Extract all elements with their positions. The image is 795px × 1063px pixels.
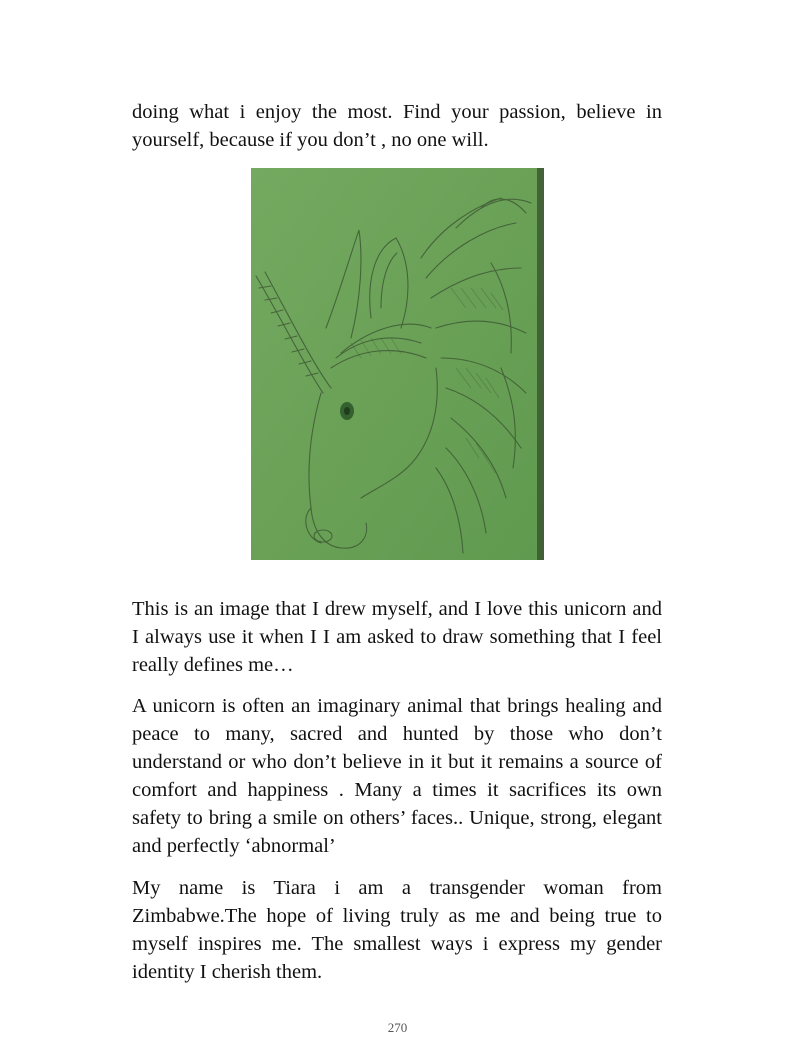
paragraph-drawing-caption: This is an image that I drew myself, and I love this unicorn and I always use it when I I am asked to draw something that I feel really defines me… [132,598,662,676]
unicorn-drawing-image [251,168,544,560]
paragraph-unicorn-meaning: A unicorn is often an imaginary animal that brings healing and peace to many, sacred and hunted by those who don’t understand or who don’t believe in it but it remains a source of comfort and happiness . Many a times it sacrifices its own safety to bring a smile on others’ faces.. Unique, strong, elegant and perfectly ‘abnormal’ [132,695,662,857]
page-number: 270 [387,1020,408,1035]
paragraph-intro: doing what i enjoy the most. Find your passion, believe in yourself, because if you don’t , no one will. [132,101,662,151]
paragraph-author-intro: My name is Tiara i am a transgender woman from Zimbabwe.The hope of living truly as me and being true to myself inspires me. The smallest ways i express my gender identity I cherish them. [132,877,662,983]
unicorn-drawing-icon [251,168,544,560]
